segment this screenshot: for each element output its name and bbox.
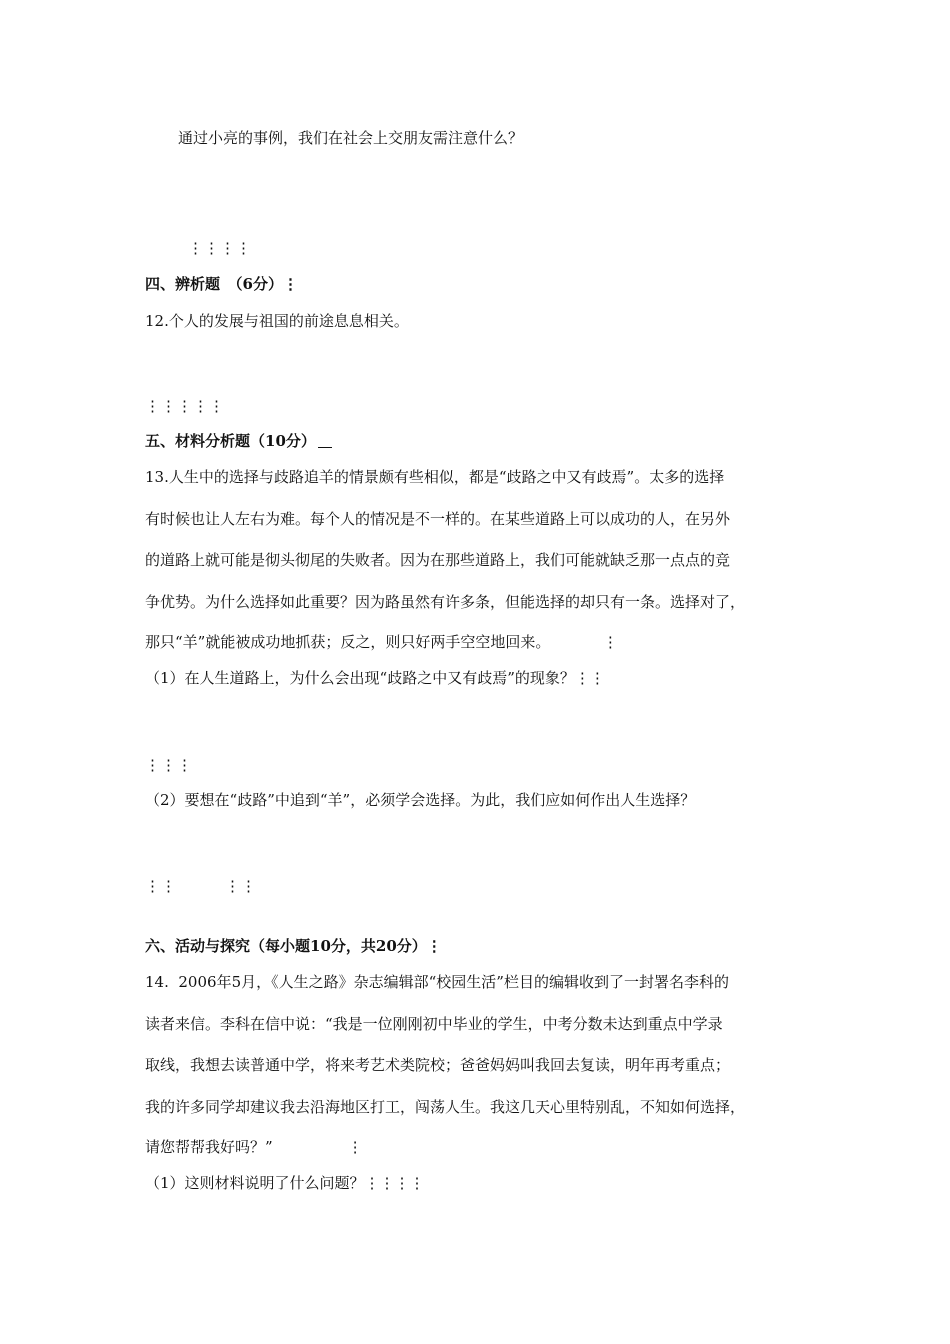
question-13-line-5: 那只“羊”就能被成功地抓获；反之，则只好两手空空地回来。 ⋮ xyxy=(145,633,618,651)
question-14-sub-1: （1）这则材料说明了什么问题？⋮⋮⋮⋮ xyxy=(145,1174,425,1192)
section-5-heading xyxy=(145,431,332,451)
question-14-line-4: 我的许多同学却建议我去沿海地区打工，闯荡人生。我这几天心里特别乱，不知如何选择， xyxy=(145,1098,746,1116)
question-13-sub-1: （1）在人生道路上，为什么会出现“歧路之中又有歧焉”的现象？⋮⋮ xyxy=(145,669,605,687)
section-4-heading: 四、辨析题 （6分）⋮ xyxy=(145,275,298,293)
section-6-heading: 六、活动与探究（每小题10分，共20分）⋮ xyxy=(145,937,442,955)
answer-marks: ⋮⋮⋮ xyxy=(145,756,193,774)
question-13-line-4: 争优势。为什么选择如此重要？因为路虽然有许多条，但能选择的却只有一条。选择对了， xyxy=(145,593,746,611)
question-14-line-3: 取线，我想去读普通中学，将来考艺术类院校；爸爸妈妈叫我回去复读，明年再考重点； xyxy=(145,1056,731,1074)
question-14-line-2: 读者来信。李科在信中说：“我是一位刚刚初中毕业的学生，中考分数未达到重点中学录 xyxy=(145,1015,723,1033)
question-13-line-3: 的道路上就可能是彻头彻尾的失败者。因为在那些道路上，我们可能就缺乏那一点点的竞 xyxy=(145,551,731,569)
question-13-line-2: 有时候也让人左右为难。每个人的情况是不一样的。在某些道路上可以成功的人，在另外 xyxy=(145,510,731,528)
question-13-sub-2: （2）要想在“歧路”中追到“羊”，必须学会选择。为此，我们应如何作出人生选择？ xyxy=(145,791,696,809)
question-14-line-1: 14. 2006年5月，《人生之路》杂志编辑部“校园生活”栏目的编辑收到了一封署名李科的 xyxy=(145,973,729,991)
question-14-line-5: 请您帮帮我好吗？” ⋮ xyxy=(145,1138,363,1156)
answer-marks: ⋮⋮⋮⋮⋮ xyxy=(145,397,225,415)
underline-mark xyxy=(318,437,332,448)
section-5-heading-text: 五、材料分析题（10分） xyxy=(145,432,316,450)
intro-question: 通过小亮的事例，我们在社会上交朋友需注意什么？ xyxy=(178,129,524,147)
question-13-line-1: 13.人生中的选择与歧路追羊的情景颇有些相似，都是“歧路之中又有歧焉”。太多的选择 xyxy=(145,468,725,486)
question-12: 12.个人的发展与祖国的前途息息相关。 xyxy=(145,312,409,330)
answer-marks: ⋮⋮ ⋮⋮ xyxy=(145,877,258,895)
answer-marks: ⋮⋮⋮⋮ xyxy=(188,239,252,257)
